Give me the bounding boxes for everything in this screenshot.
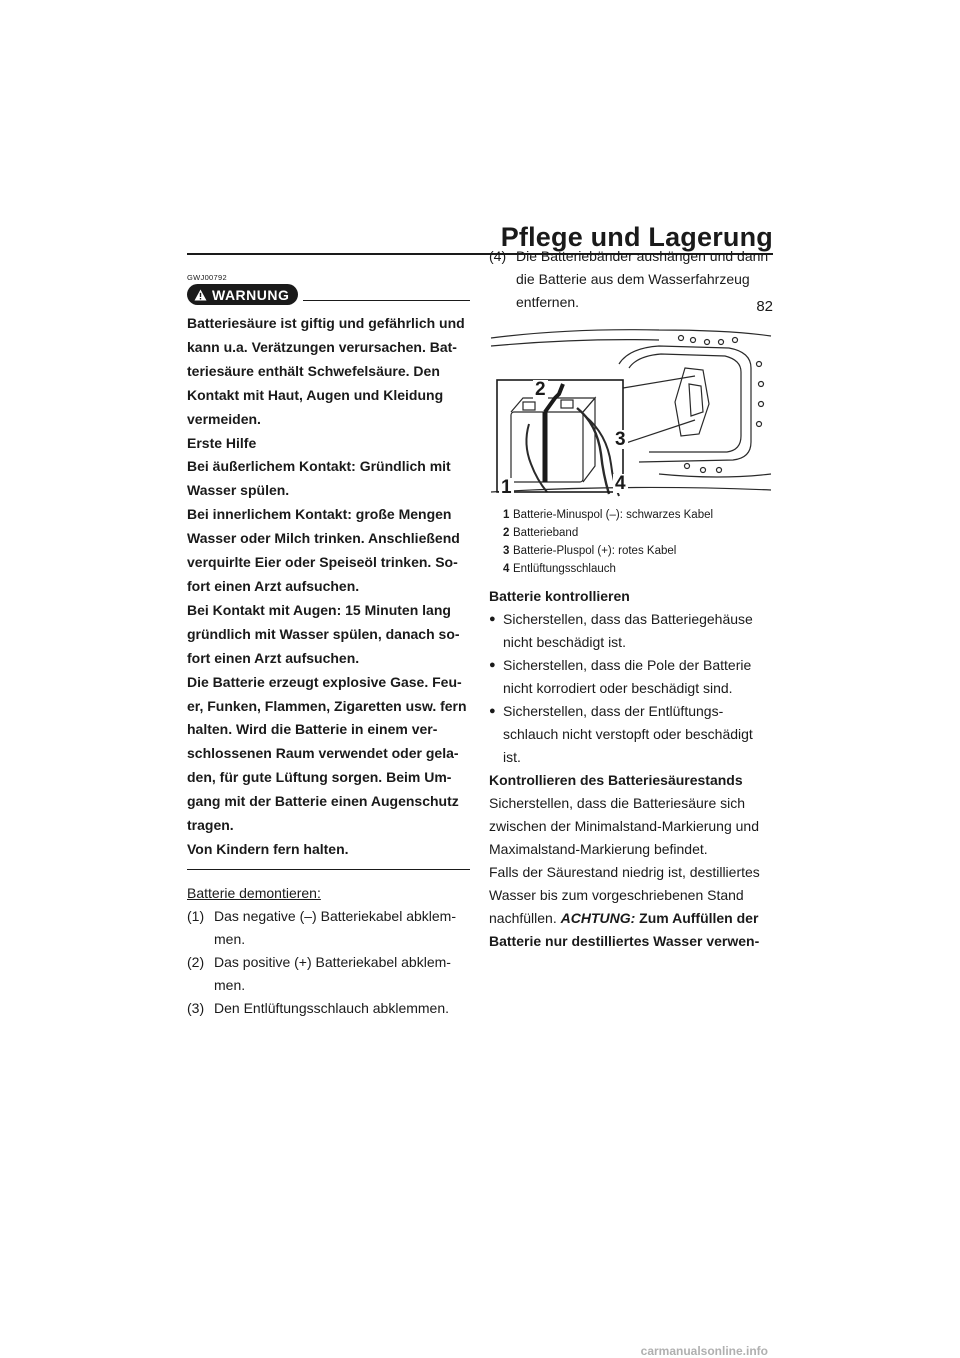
step-text-line: Das positive (+) Batteriekabel abklem- (214, 954, 451, 971)
removal-step (187, 997, 470, 1020)
body-line (489, 907, 774, 930)
bullet-text (503, 654, 751, 700)
caption-number: 2 (503, 527, 510, 539)
caption-item (489, 542, 774, 560)
step-text-line: die Batterie aus dem Wasserfahrzeug (516, 271, 750, 287)
page-number: 82 (756, 298, 773, 315)
caption-text: Batterieband (513, 527, 579, 539)
right-column (489, 248, 774, 953)
step-text: Den Entlüftungsschlauch abklemmen. (214, 1000, 450, 1017)
warning-line: fort einen Arzt aufsuchen. (187, 649, 360, 666)
callout-3: 3 (615, 429, 626, 450)
bullet-line: Sicherstellen, dass die Pole der Batterie (503, 657, 752, 673)
warning-line: er, Funken, Flammen, Zigaretten usw. fern (187, 697, 467, 714)
step-text-line: Das negative (–) Batteriekabel abklem- (214, 908, 457, 925)
caution-text: Zum Auffüllen der (635, 910, 759, 926)
warning-header (187, 284, 470, 305)
bullet-line: schlauch nicht verstopft oder beschädigt (503, 726, 753, 742)
bullet-text (503, 608, 753, 654)
caution-text: Batterie nur destilliertes Wasser verwen- (489, 933, 760, 949)
warning-line: kann u.a. Verätzungen verursachen. Bat- (187, 338, 457, 355)
warning-line: den, für gute Lüftung sorgen. Beim Um- (187, 769, 452, 786)
warning-badge (187, 284, 298, 305)
warning-line: halten. Wird die Batterie in einem ver- (187, 721, 438, 738)
bullet-line: Sicherstellen, dass der Entlüftungs- (503, 703, 724, 719)
bullet-line: nicht beschädigt ist. (503, 634, 626, 650)
bullet-line: Sicherstellen, dass das Batteriegehäuse (503, 611, 753, 627)
step-text-line: men. (214, 977, 246, 994)
warning-line: gang mit der Batterie einen Augenschutz (187, 793, 459, 810)
warning-line: Erste Hilfe (187, 434, 257, 451)
removal-step (489, 245, 774, 314)
callout-4: 4 (615, 473, 626, 494)
step-text (214, 951, 470, 997)
callout-2: 2 (535, 379, 546, 400)
removal-step (187, 951, 470, 997)
bullet-text (503, 700, 753, 769)
warning-line: Bei äußerlichem Kontakt: Gründlich mit (187, 458, 451, 475)
warning-bottom-rule (187, 869, 470, 871)
caption-text: Entlüftungsschlauch (513, 563, 616, 575)
caption-item (489, 524, 774, 542)
bullet-dot-icon: ● (489, 705, 496, 717)
step-text-line: entfernen. (516, 294, 580, 310)
battery-illustration (489, 324, 774, 500)
warning-line: verquirlte Eier oder Speiseöl trinken. So- (187, 554, 458, 571)
acid-level-heading: Kontrollieren des Batteriesäurestands (489, 772, 743, 788)
caption-item (489, 560, 774, 578)
caption-number: 4 (503, 563, 510, 575)
warning-line: Wasser oder Milch trinken. Anschließend (187, 530, 460, 547)
warning-code: GWJ00792 (187, 273, 227, 282)
caption-item (489, 506, 774, 524)
step-number: (1) (187, 908, 205, 925)
caption-number: 1 (503, 509, 510, 521)
warning-line: Kontakt mit Haut, Augen und Kleidung (187, 386, 444, 403)
warning-line: Von Kindern fern halten. (187, 840, 349, 857)
page-title: Pflege und Lagerung (500, 222, 773, 252)
figure-captions (489, 506, 774, 578)
body-line: Maximalstand-Markierung befindet. (489, 841, 708, 857)
warning-line: tragen. (187, 817, 234, 834)
step-text (214, 905, 470, 951)
acid-level-body (489, 792, 774, 953)
bullet-dot-icon: ● (489, 659, 496, 671)
bullet-line: ist. (503, 749, 521, 765)
warning-header-rule (303, 300, 470, 302)
warning-line: Die Batterie erzeugt explosive Gase. Feu- (187, 673, 462, 690)
body-line: zwischen der Minimalstand-Markierung und (489, 818, 760, 834)
caution-label: ACHTUNG: (560, 910, 636, 926)
warning-line: Wasser spülen. (187, 482, 290, 499)
body-text-fragment: nachfüllen. (489, 910, 561, 926)
warning-triangle-icon (194, 289, 207, 301)
step-number: (3) (187, 1000, 205, 1017)
check-bullet (489, 608, 774, 654)
warning-line: Batteriesäure ist giftig und gefährlich und (187, 315, 465, 331)
warning-line: gründlich mit Wasser spülen, danach so- (187, 625, 460, 642)
step-text-line: Die Batteriebänder aushängen und dann (516, 248, 769, 264)
check-heading: Batterie kontrollieren (489, 588, 630, 604)
check-bullet (489, 700, 774, 769)
callout-1: 1 (501, 477, 512, 498)
watermark: carmanualsonline.info (640, 1344, 768, 1358)
left-column (187, 273, 470, 1020)
warning-line: fort einen Arzt aufsuchen. (187, 577, 360, 594)
removal-step (187, 905, 470, 951)
bullet-dot-icon: ● (489, 613, 496, 625)
warning-line: vermeiden. (187, 410, 261, 427)
caption-text: Batterie-Minuspol (–): schwarzes Kabel (513, 509, 714, 521)
removal-title: Batterie demontieren: (187, 885, 321, 902)
warning-body (187, 312, 470, 862)
step-number: (4) (489, 248, 507, 264)
step-number: (2) (187, 954, 205, 971)
warning-line: teriesäure enthält Schwefelsäure. Den (187, 362, 440, 379)
battery-illustration-drawing (489, 324, 774, 500)
step-text (516, 245, 774, 314)
check-bullet (489, 654, 774, 700)
body-line: Sicherstellen, dass die Batteriesäure sich (489, 795, 746, 811)
body-line: Falls der Säurestand niedrig ist, destilliertes (489, 864, 760, 880)
step-text-line: men. (214, 931, 246, 948)
warning-line: Bei innerlichem Kontakt: große Mengen (187, 506, 452, 523)
warning-label: WARNUNG (212, 286, 290, 303)
warning-line: schlossenen Raum verwendet oder gela- (187, 745, 459, 762)
body-line: Wasser bis zum vorgeschriebenen Stand (489, 887, 744, 903)
bullet-line: nicht korrodiert oder beschädigt sind. (503, 680, 733, 696)
warning-line: Bei Kontakt mit Augen: 15 Minuten lang (187, 601, 451, 618)
caption-number: 3 (503, 545, 510, 557)
caption-text: Batterie-Pluspol (+): rotes Kabel (513, 545, 677, 557)
